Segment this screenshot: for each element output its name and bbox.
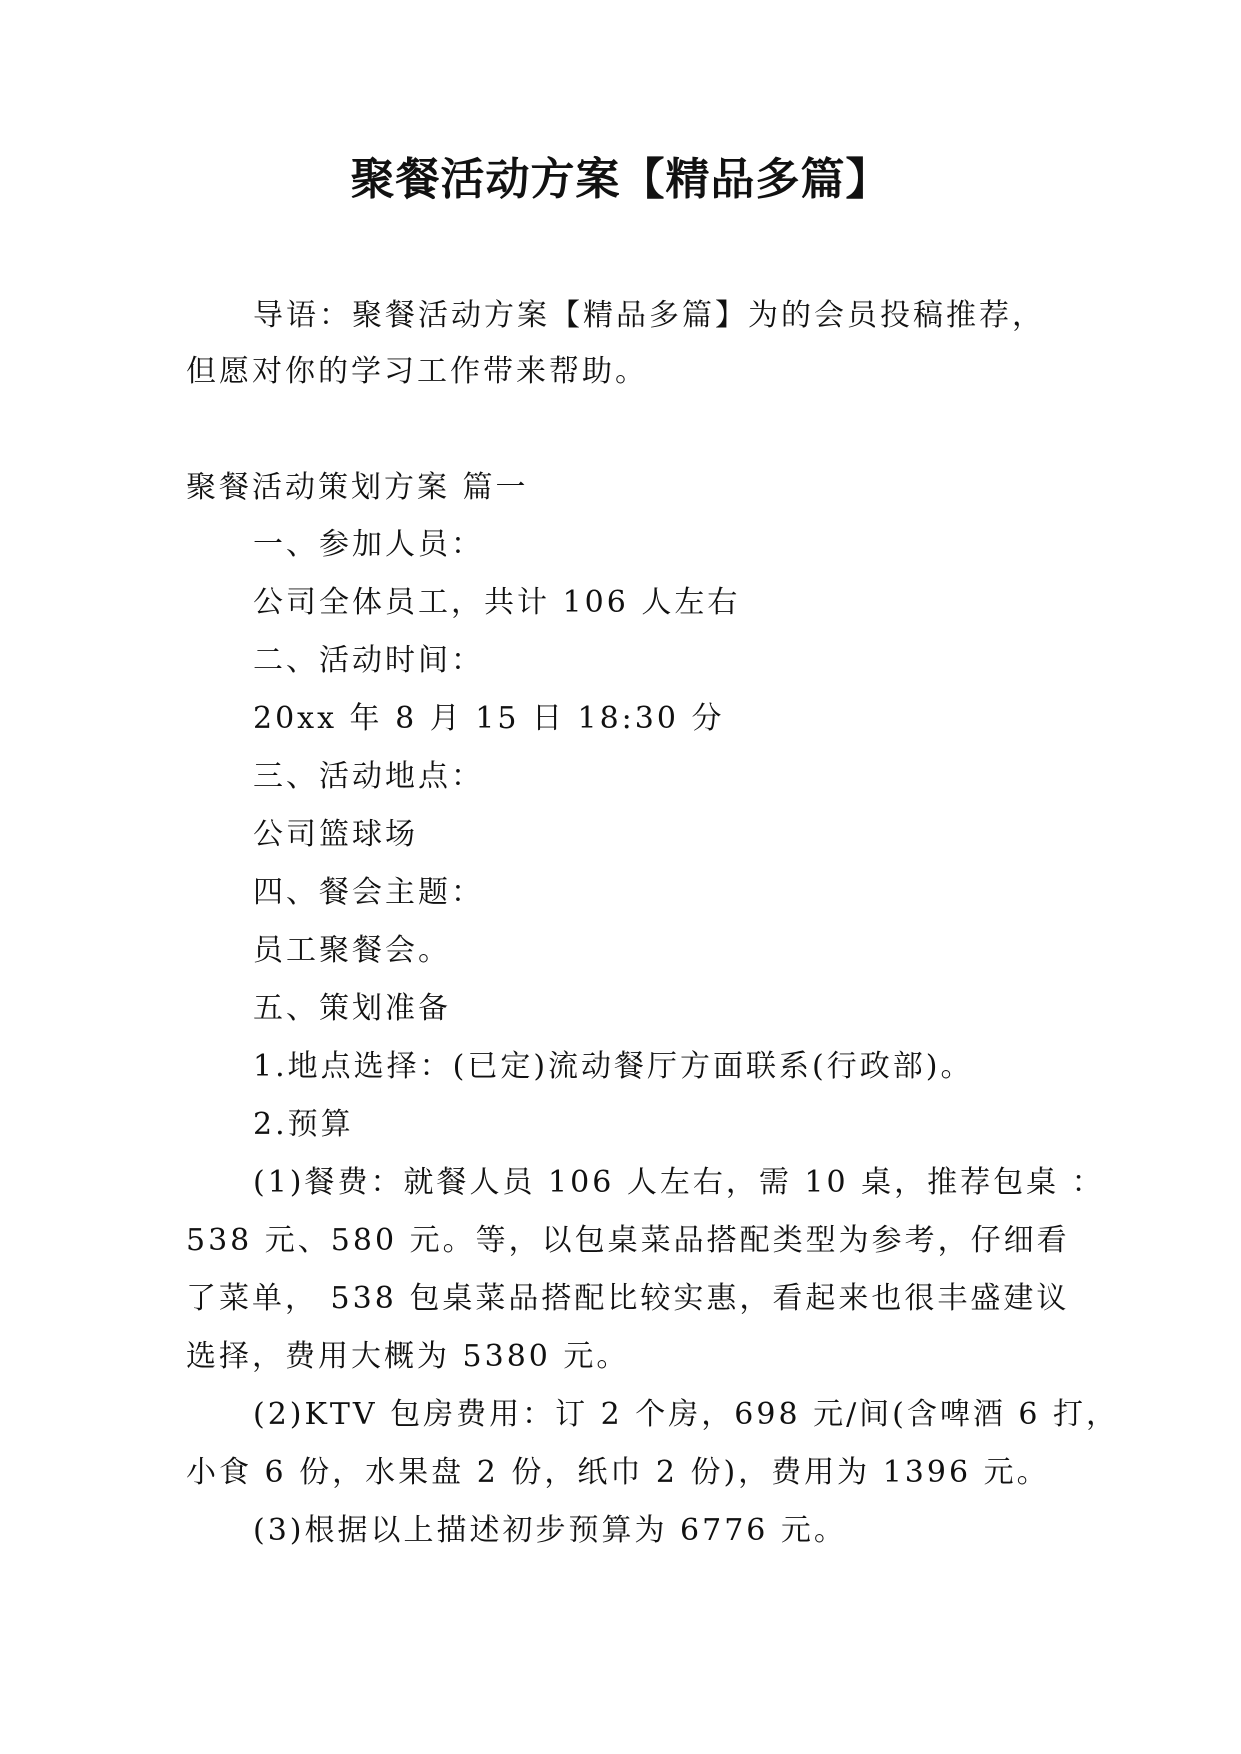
- item-location-heading: 三、活动地点：: [253, 759, 484, 794]
- item-participants-heading: 一、参加人员：: [253, 527, 484, 562]
- item-participants-text: 公司全体员工，共计 106 人左右: [253, 585, 741, 620]
- budget-meal-line-1: (1)餐费：就餐人员 106 人左右，需 10 桌，推荐包桌 ：: [253, 1165, 1105, 1200]
- item-time-heading: 二、活动时间：: [253, 643, 484, 678]
- section-heading: 聚餐活动策划方案 篇一: [186, 470, 529, 505]
- budget-meal-line-3: 了菜单， 538 包桌菜品搭配比较实惠，看起来也很丰盛建议: [186, 1281, 1070, 1316]
- item-theme-text: 员工聚餐会。: [253, 933, 451, 968]
- item-location-text: 公司篮球场: [253, 817, 418, 852]
- item-prep-heading: 五、策划准备: [253, 991, 451, 1026]
- budget-total: (3)根据以上描述初步预算为 6776 元。: [253, 1513, 847, 1548]
- intro-line-2: 但愿对你的学习工作带来帮助。: [186, 354, 648, 389]
- budget-meal-line-4: 选择，费用大概为 5380 元。: [186, 1339, 630, 1374]
- item-venue-selection: 1.地点选择：(已定)流动餐厅方面联系(行政部)。: [253, 1049, 974, 1084]
- document-title: 聚餐活动方案【精品多篇】: [350, 154, 891, 205]
- item-time-text: 20xx 年 8 月 15 日 18:30 分: [253, 701, 725, 736]
- item-theme-heading: 四、餐会主题：: [253, 875, 484, 910]
- item-budget-heading: 2.预算: [253, 1107, 354, 1142]
- budget-meal-line-2: 538 元、580 元。等，以包桌菜品搭配类型为参考，仔细看: [186, 1223, 1070, 1258]
- budget-ktv-line-1: (2)KTV 包房费用：订 2 个房，698 元/间(含啤酒 6 打，: [253, 1397, 1120, 1432]
- budget-ktv-line-2: 小食 6 份，水果盘 2 份，纸巾 2 份)，费用为 1396 元。: [186, 1455, 1050, 1490]
- intro-line-1: 导语：聚餐活动方案【精品多篇】为的会员投稿推荐，: [253, 298, 1045, 333]
